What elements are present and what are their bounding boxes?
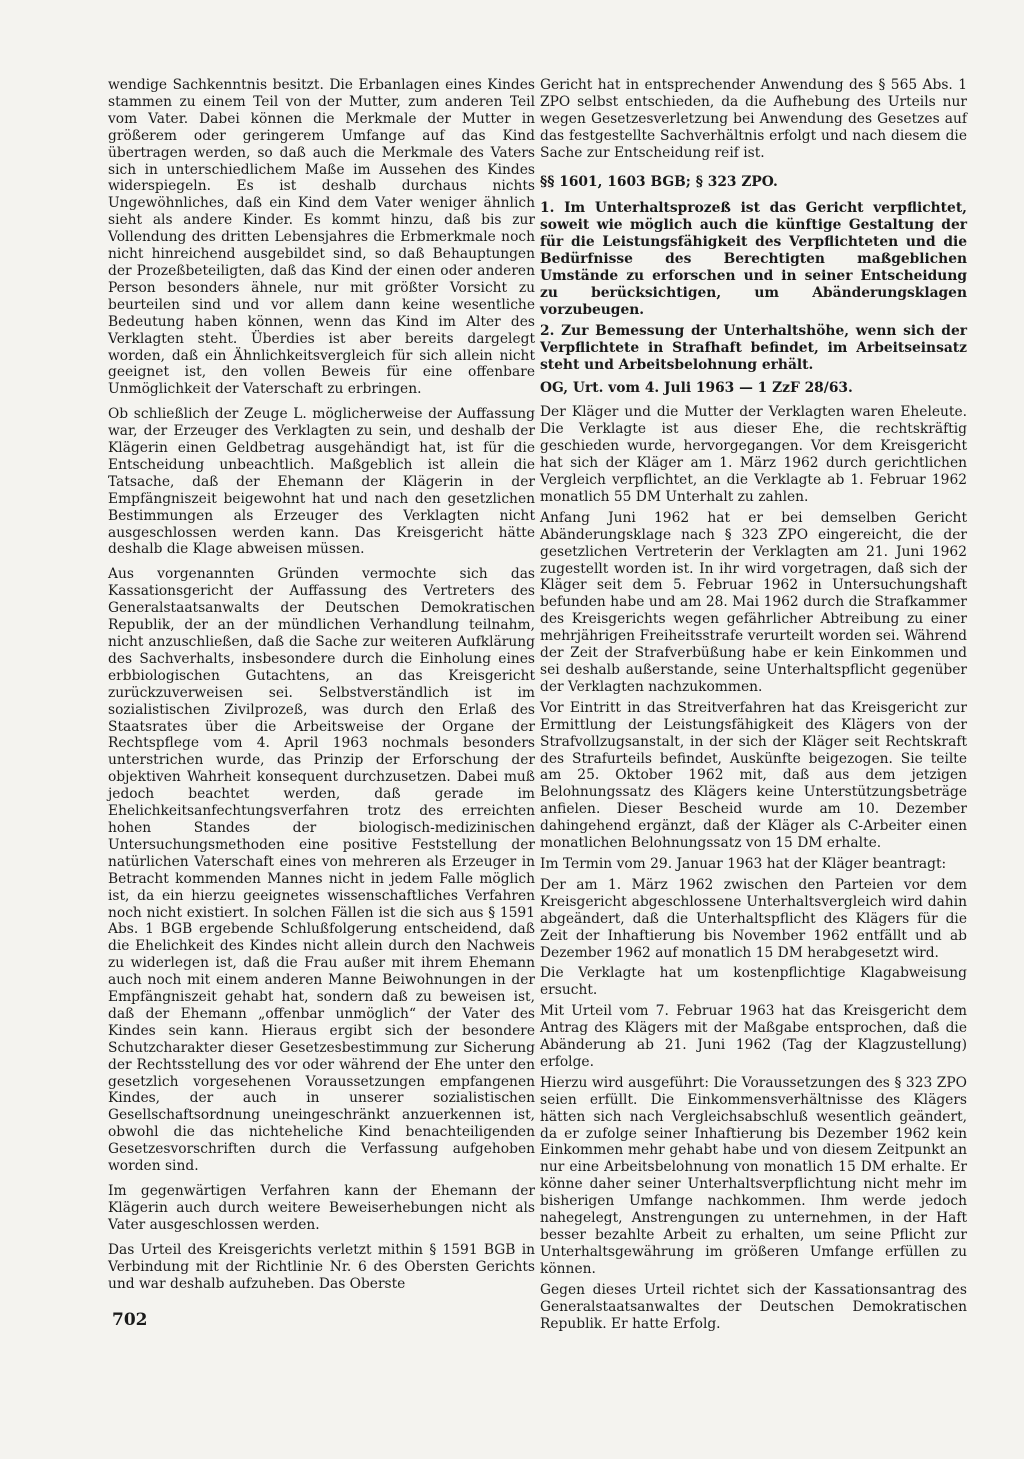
headnote: 2. Zur Bemessung der Unterhaltshöhe, wenn sich der Verpflichtete in Strafhaft befindet, im Arbeitseinsatz steht und Arbeitsbelohnung erhält.	[540, 322, 967, 373]
paragraph: Hierzu wird ausgeführt: Die Voraussetzungen des § 323 ZPO seien erfüllt. Die Einkommensverhältnisse des Klägers hätten sich nach Vergleichsabschluß wesentlich geändert, da er zufolge seiner Inhaftierung bis Dezember 1962 kein Einkommen mehr gehabt habe und von diesem Zeitpunkt an nur eine Arbeitsbelohnung von monatlich 15 DM erhalte. Er könne daher seiner Unterhaltsverpflichtung nicht mehr im bisherigen Umfange nachkommen. Ihm werde jedoch nahegelegt, Anstrengungen zu unternehmen, in der Haft besser bezahlte Arbeit zu erhalten, um seine Pflicht zur Unterhaltsgewährung im größeren Umfange erfüllen zu können.	[540, 1074, 967, 1277]
case-citation: OG, Urt. vom 4. Juli 1963 — 1 ZzF 28/63.	[540, 379, 853, 396]
right-column	[540, 77, 967, 1336]
paragraph: Aus vorgenannten Gründen vermochte sich das Kassationsgericht der Auffassung des Vertreters des Generalstaatsanwalts der Deutschen Demokratischen Republik, der an der mündlichen Verhandlung teilnahm, nicht anzuschließen, daß die Sache zur weiteren Aufklärung des Sachverhalts, insbesondere durch die Einholung eines erbbiologischen Gutachtens, an das Kreisgericht zurückzuverweisen sei. Selbstverständlich ist im sozialistischen Zivilprozeß, was durch den Erlaß des Staatsrates über die Arbeitsweise der Organe der Rechtspflege vom 4. April 1963 nochmals besonders unterstrichen wurde, das Prinzip der Erforschung der objektiven Wahrheit konsequent durchzusetzen. Dabei muß jedoch beachtet werden, daß gerade im Ehelichkeitsanfechtungsverfahren trotz des erreichten hohen Standes der biologisch-medizinischen Untersuchungsmethoden eine positive Feststellung der natürlichen Vaterschaft eines von mehreren als Erzeuger in Betracht kommenden Mannes nicht in jedem Falle möglich ist, da ein hierzu geeignetes wissenschaftliches Verfahren noch nicht existiert. In solchen Fällen ist die sich aus § 1591 Abs. 1 BGB ergebende Schlußfolgerung entscheidend, daß die Ehelichkeit des Kindes nicht allein durch den Nachweis zu widerlegen ist, daß die Frau außer mit ihrem Ehemann auch noch mit einem anderen Manne Beiwohnungen in der Empfängniszeit gehabt hat, sondern daß zu beweisen ist, daß der Ehemann „offenbar unmöglich“ der Vater des Kindes sein kann. Hieraus ergibt sich der besondere Schutzcharakter dieser Gesetzesbestimmung zur Sicherung der Rechtsstellung des vor oder während der Ehe unter den gesetzlich vorgesehenen Voraussetzungen empfangenen Kindes, der auch in unserer sozialistischen Gesellschaftsordnung uneingeschränkt anzuerkennen ist, obwohl die das nichteheliche Kind benachteiligenden Gesetzesvorschriften durch die Verfassung aufgehoben worden sind.	[108, 566, 535, 1175]
paragraph: wendige Sachkenntnis besitzt. Die Erbanlagen eines Kindes stammen zu einem Teil von der Mutter, zum anderen Teil vom Vater. Dabei können die Merkmale der Mutter in größerem oder geringerem Umfange auf das Kind übertragen werden, so daß auch die Merkmale des Vaters sich in unterschiedlichem Maße im Aussehen des Kindes widerspiegeln. Es ist deshalb durchaus nichts Ungewöhnliches, daß ein Kind dem Vater weniger ähnlich sieht als andere Kinder. Es kommt hinzu, daß bis zur Vollendung des dritten Lebensjahres die Erbmerkmale noch nicht hinreichend ausgebildet sind, so daß Behauptungen der Prozeßbeteiligten, daß das Kind der einen oder anderen Person besonders ähnele, nur mit größter Vorsicht zu beurteilen sind und vor allem dann keine wesentliche Bedeutung haben können, wenn das Kind im Alter des Verklagten steht. Überdies ist aber bereits dargelegt worden, daß ein Ähnlichkeitsvergleich für sich allein nicht geeignet ist, den vollen Beweis für eine offenbare Unmöglichkeit der Vaterschaft zu erbringen.	[108, 77, 535, 398]
headnote: 1. Im Unterhaltsprozeß ist das Gericht verpflichtet, soweit wie möglich auch die künftige Gestaltung der für die Leistungsfähigkeit des Verpflichteten und die Bedürfnisse des Berechtigten maßgeblichen Umstände zu erforschen und in seiner Entscheidung zu berücksichtigen, um Abänderungsklagen vorzubeugen.	[540, 200, 967, 318]
paragraph: Der am 1. März 1962 zwischen den Parteien vor dem Kreisgericht abgeschlossene Unterhaltsvergleich wird dahin abgeändert, daß die Unterhaltspflicht des Klägers für die Zeit der Inhaftierung bis November 1962 entfällt und ab Dezember 1962 auf monatlich 15 DM herabgesetzt wird.	[540, 876, 967, 961]
paragraph: Ob schließlich der Zeuge L. möglicherweise der Auffassung war, der Erzeuger des Verklagten zu sein, und deshalb der Klägerin einen Geldbetrag ausgehändigt hat, ist für die Entscheidung unbeachtlich. Maßgeblich ist allein die Tatsache, daß der Ehemann der Klägerin in der Empfängniszeit beigewohnt hat und nach den gesetzlichen Bestimmungen als Erzeuger des Verklagten nicht ausgeschlossen werden kann. Das Kreisgericht hätte deshalb die Klage abweisen müssen.	[108, 406, 535, 558]
paragraph: Die Verklagte hat um kostenpflichtige Klagabweisung ersucht.	[540, 965, 967, 999]
paragraph: Gericht hat in entsprechender Anwendung des § 565 Abs. 1 ZPO selbst entschieden, da die Aufhebung des Urteils nur wegen Gesetzesverletzung bei Anwendung des Gesetzes auf das festgestellte Sachverhältnis erfolgt und nach diesem die Sache zur Entscheidung reif ist.	[540, 77, 967, 161]
paragraph: Mit Urteil vom 7. Februar 1963 hat das Kreisgericht dem Antrag des Klägers mit der Maßgabe entsprochen, daß die Abänderung ab 21. Juni 1962 (Tag der Klagzustellung) erfolge.	[540, 1003, 967, 1070]
paragraph: Vor Eintritt in das Streitverfahren hat das Kreisgericht zur Ermittlung der Leistungsfähigkeit des Klägers von der Strafvollzugsanstalt, in der sich der Kläger seit Rechtskraft des Strafurteils befindet, Auskünfte beigezogen. Sie teilte am 25. Oktober 1962 mit, daß aus dem jetzigen Belohnungssatz des Klägers keine Unterstützungsbeträge anfielen. Dieser Bescheid wurde am 10. Dezember dahingehend ergänzt, daß der Kläger als C-Arbeiter einen monatlichen Belohnungssatz von 15 DM erhalte.	[540, 699, 967, 852]
section-heading: §§ 1601, 1603 BGB; § 323 ZPO.	[540, 173, 778, 190]
paragraph: Gegen dieses Urteil richtet sich der Kassationsantrag des Generalstaatsanwaltes der Deutschen Demokratischen Republik. Er hatte Erfolg.	[540, 1281, 967, 1332]
paragraph: Im gegenwärtigen Verfahren kann der Ehemann der Klägerin auch durch weitere Beweiserhebungen nicht als Vater ausgeschlossen werden.	[108, 1183, 535, 1233]
left-column	[108, 77, 535, 1300]
paragraph: Im Termin vom 29. Januar 1963 hat der Kläger beantragt:	[540, 855, 947, 872]
paragraph: Das Urteil des Kreisgerichts verletzt mithin § 1591 BGB in Verbindung mit der Richtlinie Nr. 6 des Obersten Gerichts und war deshalb aufzuheben. Das Oberste	[108, 1241, 535, 1292]
paragraph: Anfang Juni 1962 hat er bei demselben Gericht Abänderungsklage nach § 323 ZPO eingereicht, die der gesetzlichen Vertreterin der Verklagten am 21. Juni 1962 zugestellt worden ist. In ihr wird vorgetragen, daß sich der Kläger seit dem 5. Februar 1962 in Untersuchungshaft befunden habe und am 28. Mai 1962 durch die Strafkammer des Kreisgerichts wegen gefährlicher Abtreibung zu einer mehrjährigen Freiheitsstrafe verurteilt worden sei. Während der Zeit der Strafverbüßung habe er kein Einkommen und sei deshalb außerstande, seine Unterhaltspflicht gegenüber der Verklagten nachzukommen.	[540, 509, 967, 695]
paragraph: Der Kläger und die Mutter der Verklagten waren Eheleute. Die Verklagte ist aus dieser Ehe, die rechtskräftig geschieden wurde, hervorgegangen. Vor dem Kreisgericht hat sich der Kläger am 1. März 1962 durch gerichtlichen Vergleich verpflichtet, an die Verklagte ab 1. Februar 1962 monatlich 55 DM Unterhalt zu zahlen.	[540, 404, 967, 505]
page-number: 702	[112, 1310, 148, 1330]
